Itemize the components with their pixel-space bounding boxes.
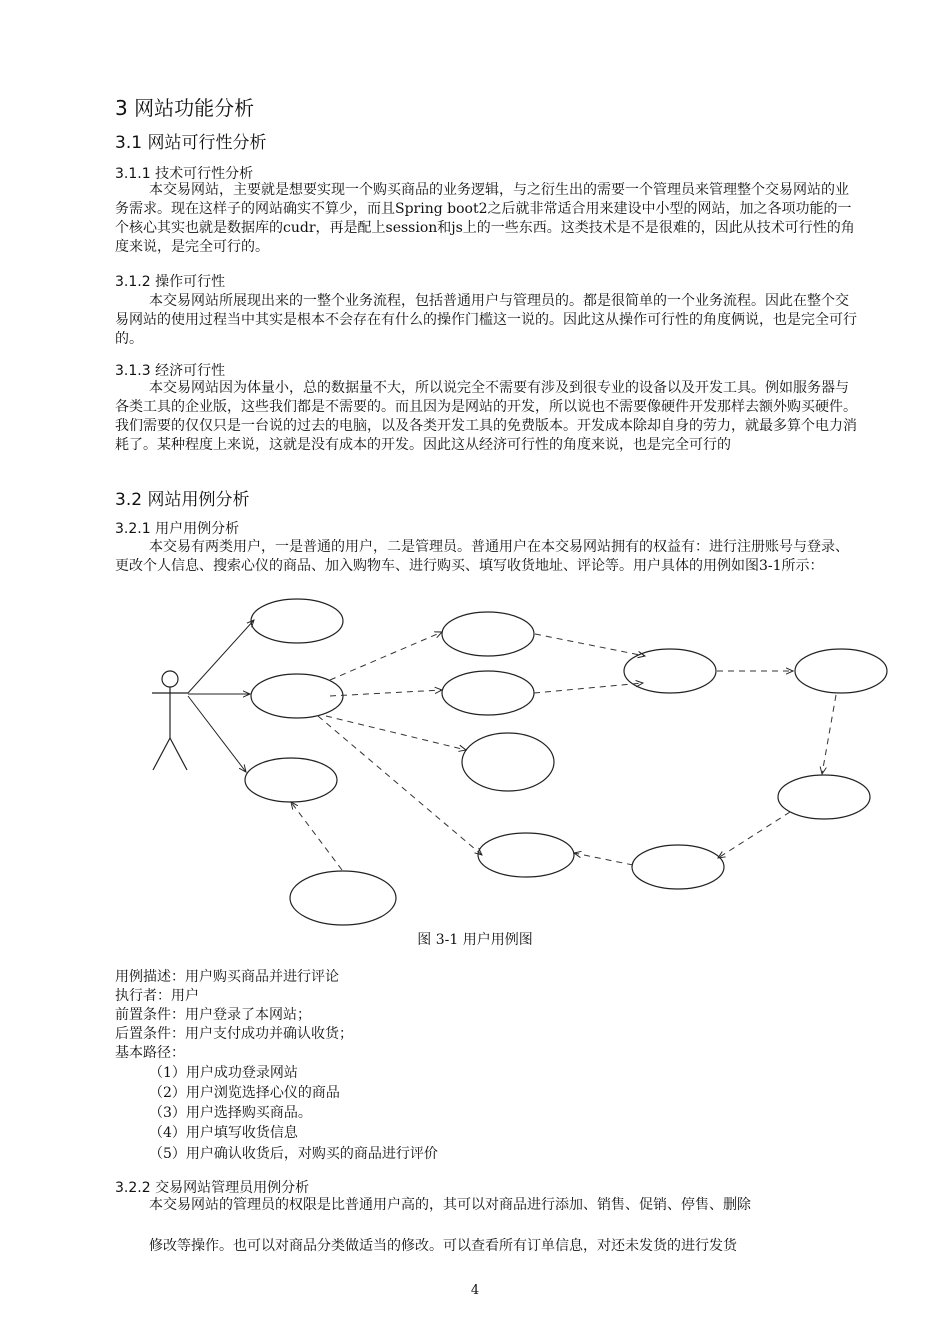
usecase-description: 用例描述：用户购买商品并进行评论 [115,969,339,985]
section-3-2-2-text-1: 本交易网站的管理员的权限是比普通用户高的，其可以对商品进行添加、销售、促销、停售、删除 [149,1197,751,1213]
usecase-actor: 执行者：用户 [115,988,199,1004]
association-line-3 [188,696,246,772]
path-step: （4）用户填写收货信息 [149,1125,298,1141]
dependency-line-10 [574,853,633,865]
use-case-ellipse-6 [462,733,554,791]
association-line-1 [188,620,254,693]
section-3-2-title: 3.2 网站用例分析 [115,490,250,510]
section-3-1-2-text: 本交易网站所展现出来的一整个业务流程，包括普通用户与管理员的。都是很简单的一个业务流程。因此在整个交易网站的使用过程当中其实是根本不会存在有什么的操作门槛这一说的。因此这从操作可行性的角度俩说，也是完全可行的。 [115,293,857,347]
path-step: （2）用户浏览选择心仪的商品 [149,1085,340,1101]
dependency-line-1 [330,632,442,680]
page-number: 4 [470,1283,480,1298]
use-case-diagram [0,590,950,930]
path-step: （1）用户成功登录网站 [149,1065,298,1081]
use-case-ellipse-8 [624,649,716,693]
use-case-ellipse-7 [478,833,574,877]
use-case-ellipse-5 [442,671,534,715]
use-case-ellipse-2 [251,674,343,718]
section-3-1-1-title: 3.1.1 技术可行性分析 [115,166,254,182]
use-case-ellipse-3 [245,758,337,802]
usecase-postcondition: 后置条件：用户支付成功并确认收货； [115,1026,353,1042]
dependency-line-11 [291,802,342,870]
dependency-line-6 [534,683,643,693]
dependency-line-9 [718,812,790,858]
path-step: （3）用户选择购买商品。 [149,1105,312,1121]
use-case-ellipse-1 [251,599,343,643]
dependency-line-2 [330,690,442,696]
section-3-1-3-title: 3.1.3 经济可行性 [115,363,226,379]
section-3-1-title: 3.1 网站可行性分析 [115,133,267,153]
dependency-line-8 [822,695,836,774]
section-3-2-2-title: 3.2.2 交易网站管理员用例分析 [115,1180,310,1196]
section-3-2-1-text: 本交易有两类用户，一是普通的用户，二是管理员。普通用户在本交易网站拥有的权益有：进行注册账号与登录、更改个人信息、搜索心仪的商品、加入购物车、进行购买、填写收货地址、评论等。用户具体的用例如图3-1所示： [115,539,849,574]
section-3-1-2-title: 3.1.2 操作可行性 [115,274,226,290]
section-3-2-1-title: 3.2.1 用户用例分析 [115,521,240,537]
actor-stick-figure [152,671,188,770]
use-case-ellipse-9 [795,649,887,693]
section-3-1-3-text: 本交易网站因为体量小，总的数据量不大，所以说完全不需要有涉及到很专业的设备以及开发工具。例如服务器与各类工具的企业版，这些我们都是不需要的。而且因为是网站的开发，所以说也不需要像硬件开发那样去额外购买硬件。我们需要的仅仅只是一台说的过去的电脑，以及各类开发工具的免费版本。开发成本除却自身的劳力，就最多算个电力消耗了。某种程度上来说，这就是没有成本的开发。因此这从经济可行性的角度来说，也是完全可行的 [115,380,857,453]
usecase-basic-path: 基本路径： [115,1045,185,1061]
path-step: （5）用户确认收货后，对购买的商品进行评价 [149,1146,438,1162]
dependency-line-4 [318,716,482,855]
section-3-2-2-text-2: 修改等操作。也可以对商品分类做适当的修改。可以查看所有订单信息，对还未发货的进行发货 [149,1238,737,1254]
use-case-ellipse-4 [442,612,534,656]
section-3-title: 3 网站功能分析 [115,96,255,120]
use-case-ellipse-10 [778,775,870,819]
usecase-precondition: 前置条件：用户登录了本网站； [115,1007,311,1023]
figure-caption: 图 3-1 用户用例图 [417,932,533,948]
dependency-line-3 [326,716,466,750]
use-case-ellipse-12 [290,871,396,925]
use-case-ellipse-11 [632,845,724,889]
section-3-1-1-text: 本交易网站，主要就是想要实现一个购买商品的业务逻辑，与之衍生出的需要一个管理员来管理整个交易网站的业务需求。现在这样子的网站确实不算少，而且Spring boot2之后就非常适合用来建设中小型的网站，加之各项功能的一个核心其实也就是数据库的cudr，再是配上session和js上的一些东西。这类技术是不是很难的，因此从技术可行性的角度来说，是完全可行的。 [115,182,855,255]
dependency-line-5 [535,634,645,656]
